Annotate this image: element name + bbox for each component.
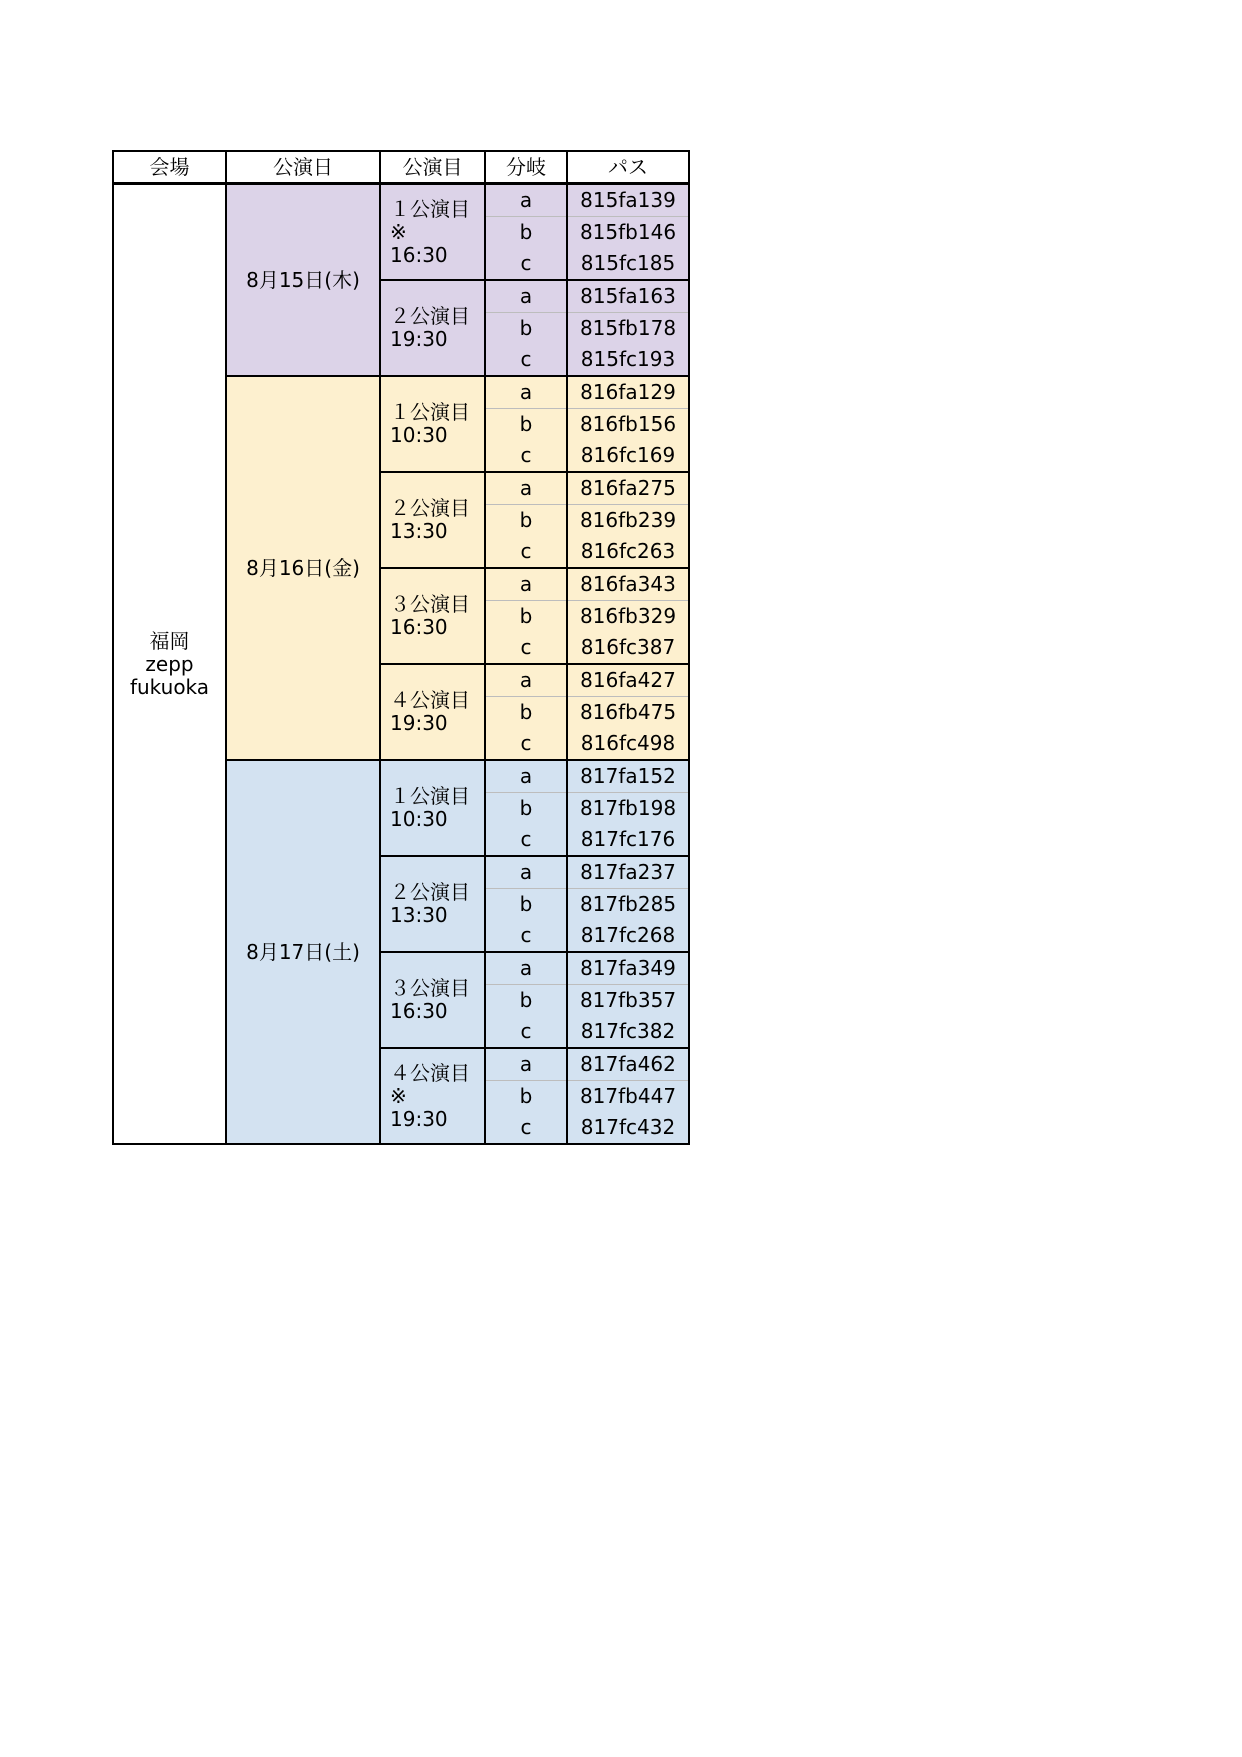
- header-show: 公演目: [380, 151, 485, 184]
- branch-cell: c: [485, 632, 567, 664]
- pass-cell: 817fb198: [567, 793, 689, 825]
- show-line: ２公演目: [390, 304, 470, 328]
- header-branch: 分岐: [485, 151, 567, 184]
- show-line: ２公演目: [390, 880, 470, 904]
- pass-cell: 815fa163: [567, 280, 689, 313]
- pass-cell: 816fa427: [567, 664, 689, 697]
- pass-schedule-table: [112, 150, 690, 1145]
- show-line: 13:30: [390, 519, 448, 543]
- show-line: 19:30: [390, 1106, 448, 1131]
- pass-cell: 816fa343: [567, 568, 689, 601]
- branch-cell: a: [485, 664, 567, 697]
- branch-cell: b: [485, 409, 567, 441]
- branch-cell: c: [485, 824, 567, 856]
- pass-cell: 815fb178: [567, 313, 689, 345]
- branch-cell: a: [485, 760, 567, 793]
- branch-cell: b: [485, 313, 567, 345]
- pass-cell: 817fa237: [567, 856, 689, 889]
- show-cell: [380, 472, 485, 568]
- show-line: 19:30: [390, 327, 448, 351]
- header-row: [113, 151, 689, 184]
- show-line: 19:30: [390, 711, 448, 735]
- pass-cell: 815fc193: [567, 344, 689, 376]
- show-cell: [380, 1048, 485, 1144]
- pass-cell: 815fa139: [567, 184, 689, 217]
- branch-cell: c: [485, 1016, 567, 1048]
- branch-cell: b: [485, 217, 567, 249]
- show-line: ４公演目: [390, 1060, 470, 1085]
- show-line: ２公演目: [390, 496, 470, 520]
- header-pass: パス: [567, 151, 689, 184]
- branch-cell: a: [485, 952, 567, 985]
- show-cell: [380, 568, 485, 664]
- venue-cell: [113, 184, 226, 1145]
- branch-cell: b: [485, 793, 567, 825]
- pass-cell: 817fb357: [567, 985, 689, 1017]
- branch-cell: a: [485, 184, 567, 217]
- show-line: １公演目: [390, 196, 470, 221]
- pass-cell: 816fc498: [567, 728, 689, 760]
- pass-cell: 817fc268: [567, 920, 689, 952]
- branch-cell: c: [485, 440, 567, 472]
- show-line: 10:30: [390, 423, 448, 447]
- branch-cell: a: [485, 280, 567, 313]
- branch-cell: c: [485, 1112, 567, 1144]
- branch-cell: a: [485, 856, 567, 889]
- venue-line: 福岡: [149, 628, 190, 653]
- pass-cell: 816fa129: [567, 376, 689, 409]
- pass-cell: 815fb146: [567, 217, 689, 249]
- pass-cell: 817fa349: [567, 952, 689, 985]
- show-line: ４公演目: [390, 688, 470, 712]
- header-date: 公演日: [226, 151, 380, 184]
- pass-cell: 816fc387: [567, 632, 689, 664]
- show-line: 16:30: [390, 615, 448, 639]
- show-line: 16:30: [390, 999, 448, 1023]
- show-cell: [380, 952, 485, 1048]
- branch-cell: c: [485, 248, 567, 280]
- pass-cell: 816fc169: [567, 440, 689, 472]
- branch-cell: c: [485, 728, 567, 760]
- pass-cell: 816fa275: [567, 472, 689, 505]
- show-cell: [380, 184, 485, 281]
- table-row: [113, 184, 689, 217]
- show-line: 13:30: [390, 903, 448, 927]
- pass-cell: 815fc185: [567, 248, 689, 280]
- branch-cell: b: [485, 505, 567, 537]
- show-cell: [380, 856, 485, 952]
- venue-line: zepp: [145, 651, 194, 676]
- show-line: ※: [390, 1083, 407, 1108]
- branch-cell: a: [485, 376, 567, 409]
- show-line: 16:30: [390, 242, 448, 267]
- pass-cell: 816fb156: [567, 409, 689, 441]
- pass-cell: 817fa152: [567, 760, 689, 793]
- pass-cell: 816fb329: [567, 601, 689, 633]
- header-venue: 会場: [113, 151, 226, 184]
- branch-cell: c: [485, 920, 567, 952]
- pass-cell: 816fc263: [567, 536, 689, 568]
- show-line: ※: [390, 219, 407, 244]
- date-cell: 8月15日(木): [226, 184, 380, 377]
- schedule-body: [113, 184, 689, 1145]
- pass-cell: 816fb239: [567, 505, 689, 537]
- show-cell: [380, 760, 485, 856]
- pass-cell: 817fa462: [567, 1048, 689, 1081]
- branch-cell: b: [485, 601, 567, 633]
- branch-cell: c: [485, 536, 567, 568]
- show-line: １公演目: [390, 784, 470, 808]
- show-cell: [380, 280, 485, 376]
- venue-line: fukuoka: [129, 674, 210, 699]
- pass-cell: 817fb285: [567, 889, 689, 921]
- branch-cell: c: [485, 344, 567, 376]
- show-cell: [380, 376, 485, 472]
- pass-cell: 817fc382: [567, 1016, 689, 1048]
- branch-cell: b: [485, 1081, 567, 1113]
- show-line: ３公演目: [390, 976, 470, 1000]
- branch-cell: b: [485, 697, 567, 729]
- pass-cell: 817fc176: [567, 824, 689, 856]
- branch-cell: a: [485, 1048, 567, 1081]
- pass-cell: 816fb475: [567, 697, 689, 729]
- date-cell: 8月16日(金): [226, 376, 380, 760]
- pass-cell: 817fb447: [567, 1081, 689, 1113]
- branch-cell: a: [485, 472, 567, 505]
- date-cell: 8月17日(土): [226, 760, 380, 1144]
- show-line: ３公演目: [390, 592, 470, 616]
- show-line: 10:30: [390, 807, 448, 831]
- branch-cell: b: [485, 985, 567, 1017]
- show-line: １公演目: [390, 400, 470, 424]
- pass-cell: 817fc432: [567, 1112, 689, 1144]
- branch-cell: b: [485, 889, 567, 921]
- show-cell: [380, 664, 485, 760]
- branch-cell: a: [485, 568, 567, 601]
